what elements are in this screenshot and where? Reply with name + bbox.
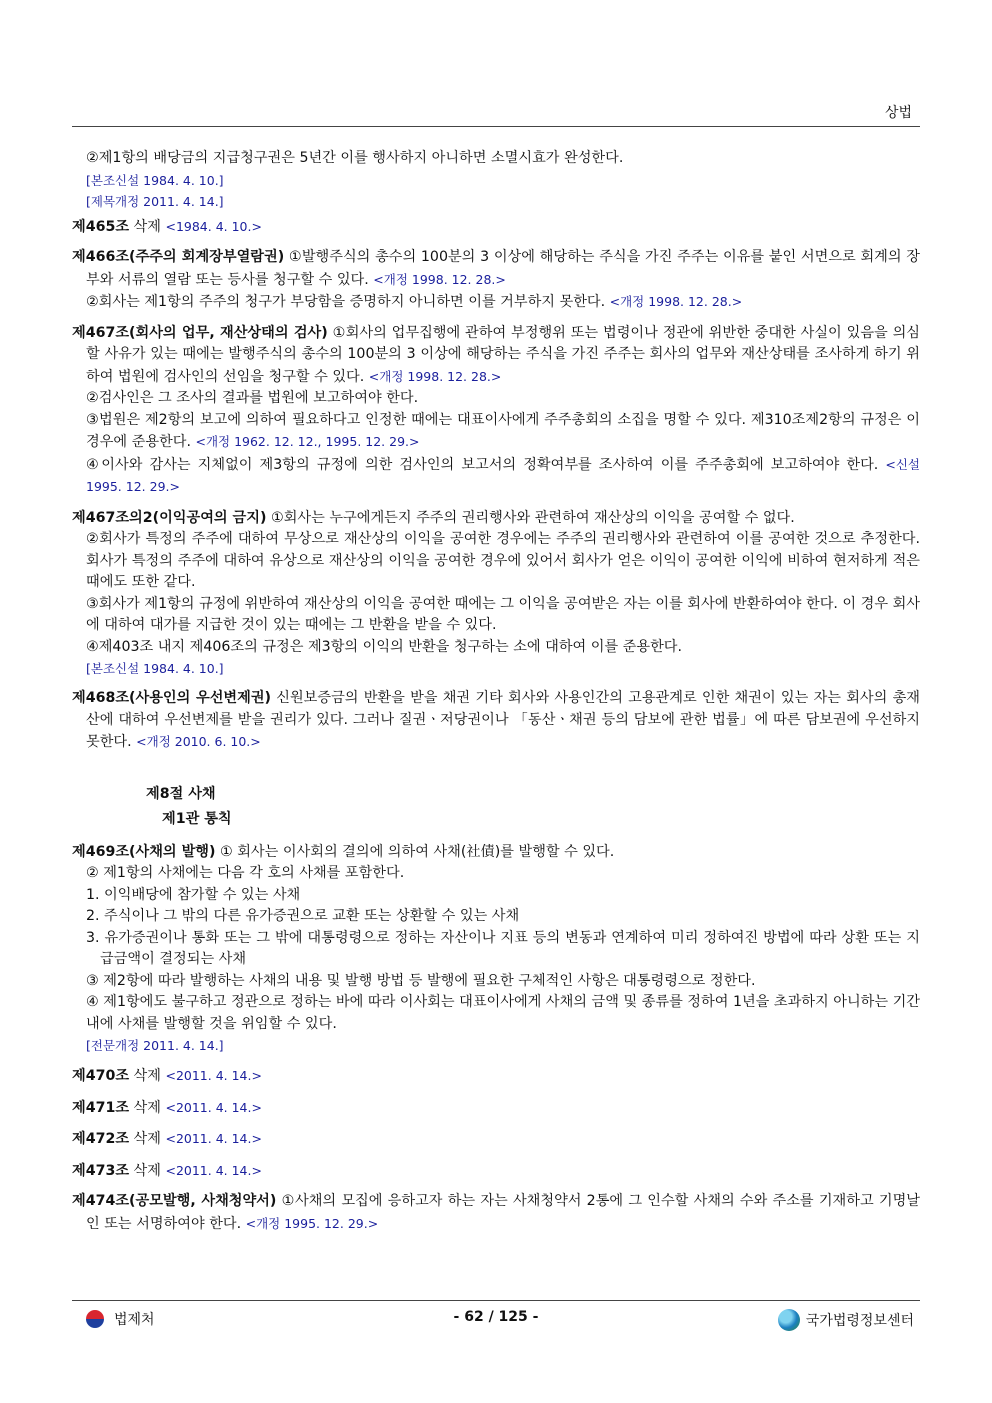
list-item-text: 3. 유가증권이나 통화 또는 그 밖에 대통령령으로 정하는 자산이나 지표 등의 변동과 연계하여 미리 정하여진 방법에 따라 상환 또는 지급금액이 결정되는 사채 — [86, 929, 920, 967]
article-title: (사채의 발행) — [129, 843, 216, 860]
article-number: 제469조 — [72, 843, 130, 860]
paragraph — [72, 637, 920, 659]
paragraph-text: ③법원은 제2항의 보고에 의하여 필요하다고 인정한 때에는 대표이사에게 주주총회의 소집을 명할 수 있다. 제310조제2항의 규정은 이 경우에 준용한다. — [86, 411, 920, 450]
paragraph — [72, 388, 920, 410]
paragraph — [72, 885, 920, 907]
paragraph-text: 2. 주식이나 그 밖의 다른 유가증권으로 교환 또는 상환할 수 있는 사채 — [86, 908, 520, 924]
article — [72, 247, 920, 291]
paragraph-text: ③회사가 제1항의 규정에 위반하여 재산상의 이익을 공여한 때에는 그 이익을 공여받은 자는 이를 회사에 반환하여야 한다. 이 경우 회사에 대하여 대가를 지급한 것이 있는 때에는 그 반환을 받을 수 있다. — [86, 595, 920, 633]
amendment-note: <2011. 4. 14.> — [165, 1068, 262, 1083]
paragraph-text: ②검사인은 그 조사의 결과를 법원에 보고하여야 한다. — [86, 390, 419, 406]
amendment-note: <2011. 4. 14.> — [165, 1099, 262, 1115]
amendment-note: <개정 1995. 12. 29.> — [245, 1215, 379, 1231]
article — [72, 1128, 920, 1151]
footer-right — [778, 1309, 914, 1331]
article-number: 제474조 — [72, 1193, 130, 1209]
page-footer — [72, 1300, 920, 1337]
paragraph-text: 1. 이익배당에 참가할 수 있는 사채 — [86, 886, 301, 903]
section-heading — [72, 782, 920, 806]
paragraph — [72, 291, 920, 314]
paragraph — [72, 454, 920, 499]
amendment-note: <2011. 4. 14.> — [165, 1131, 262, 1146]
section-heading-text: 제8절 사채 — [146, 785, 216, 802]
amendment-note: <개정 1998. 12. 28.> — [609, 294, 743, 309]
law-center-logo-icon — [778, 1309, 800, 1331]
article-text: 삭제 — [129, 1131, 166, 1147]
paragraph-text: ④ 제1항에도 불구하고 정관으로 정하는 바에 따라 이사회는 대표이사에게 사채의 금액 및 종류를 정하여 1년을 초과하지 아니하는 기간 내에 사채를 발행할 것을 위임할 수 있다. — [86, 994, 920, 1032]
amendment-note: <개정 1998. 12. 28.> — [373, 271, 506, 287]
article-number: 제472조 — [72, 1131, 130, 1147]
document-body — [72, 148, 920, 1235]
paragraph-text: ④이사와 감사는 지체없이 제3항의 규정에 의한 검사인의 보고서의 정확여부를 조사하여 이를 주주총회에 보고하여야 한다. — [86, 456, 886, 473]
article-text: 삭제 — [129, 1162, 166, 1179]
paragraph — [72, 410, 920, 454]
article-number: 제468조 — [72, 690, 130, 706]
article-title: (사용인의 우선변제권) — [129, 690, 272, 706]
article — [72, 323, 920, 389]
paragraph — [72, 148, 920, 170]
amendment-note: <개정 1998. 12. 28.> — [368, 368, 502, 384]
subsection-heading — [72, 806, 920, 833]
amendment-note: <1984. 4. 10.> — [165, 218, 262, 234]
paragraph — [72, 594, 920, 637]
history-note-text: [제목개정 2011. 4. 14.] — [86, 193, 224, 209]
law-name: 상법 — [884, 105, 912, 121]
paragraph — [72, 906, 920, 928]
article — [72, 1065, 920, 1088]
paragraph-text: ②제1항의 배당금의 지급청구권은 5년간 이를 행사하지 아니하면 소멸시효가 완성한다. — [86, 150, 624, 166]
page-number: - 62 / 125 - — [453, 1309, 539, 1325]
history-note — [72, 170, 920, 191]
history-note — [72, 658, 920, 679]
article-number: 제473조 — [72, 1162, 130, 1179]
history-note — [72, 191, 920, 212]
article — [72, 842, 920, 864]
footer-right-label: 국가법령정보센터 — [805, 1313, 914, 1329]
article-number: 제466조 — [72, 249, 130, 265]
subsection-heading-text: 제1관 통칙 — [162, 810, 232, 827]
paragraph — [72, 529, 920, 594]
history-note — [72, 1035, 920, 1056]
paragraph — [72, 971, 920, 993]
amendment-note: <신설 1995. 12. 29.> — [86, 456, 920, 494]
article-text: ① 회사는 이사회의 결의에 의하여 사채(社債)를 발행할 수 있다. — [215, 843, 615, 860]
paragraph-text: ③ 제2항에 따라 발행하는 사채의 내용 및 발행 방법 등 발행에 필요한 구체적인 사항은 대통령령으로 정한다. — [86, 972, 756, 989]
history-note-text: [전문개정 2011. 4. 14.] — [86, 1038, 224, 1053]
article — [72, 216, 920, 239]
paragraph-text: ②회사는 제1항의 주주의 청구가 부당함을 증명하지 아니하면 이를 거부하지 못한다. — [86, 294, 610, 310]
article-number: 제467조 — [72, 324, 130, 341]
article — [72, 1191, 920, 1235]
page-header — [72, 100, 920, 127]
article-title: (주주의 회계장부열람권) — [129, 249, 285, 265]
amendment-note: <2011. 4. 14.> — [165, 1162, 262, 1178]
footer-left-label: 법제처 — [114, 1312, 155, 1328]
article-text: 신원보증금의 반환을 받을 채권 기타 회사와 사용인간의 고용관계로 인한 채권이 있는 자는 회사의 총재산에 대하여 우선변제를 받을 권리가 있다. 그러나 질권ㆍ저당권이나 「동산ㆍ채권 등의 담보에 관한 법률」에 따른 담보권에 우선하지 못한다. — [86, 690, 920, 750]
article-title: (공모발행, 사채청약서) — [129, 1193, 277, 1209]
history-note-text: [본조신설 1984. 4. 10.] — [86, 172, 224, 188]
article-text: 삭제 — [129, 218, 166, 235]
article — [72, 1160, 920, 1183]
paragraph-text: ②회사가 특정의 주주에 대하여 무상으로 재산상의 이익을 공여한 경우에는 주주의 권리행사와 관련하여 이를 공여한 것으로 추정한다. 회사가 특정의 주주에 대하여 유상으로 재산상의 이익을 공여한 경우에 있어서 회사가 얻은 이익이 공여한 이익에 비하여 현저하게 적은 때에도 또한 같다. — [86, 531, 920, 590]
amendment-note: <개정 1962. 12. 12., 1995. 12. 29.> — [195, 434, 420, 449]
history-note-text: [본조신설 1984. 4. 10.] — [86, 661, 224, 676]
paragraph-text: ② 제1항의 사채에는 다음 각 호의 사채를 포함한다. — [86, 865, 405, 881]
article-number: 제471조 — [72, 1099, 130, 1116]
article — [72, 508, 920, 530]
article-text: ①회사는 누구에게든지 주주의 권리행사와 관련하여 재산상의 이익을 공여할 수 없다. — [266, 509, 795, 526]
paragraph-text: ④제403조 내지 제406조의 규정은 제3항의 이익의 반환을 청구하는 소에 대하여 이를 준용한다. — [86, 638, 682, 655]
paragraph — [72, 863, 920, 885]
list-item — [72, 928, 920, 971]
article-title: (이익공여의 금지) — [152, 509, 267, 526]
article — [72, 1097, 920, 1120]
article — [72, 688, 920, 754]
article-number: 제470조 — [72, 1068, 130, 1084]
article-text: ①회사의 업무집행에 관하여 부정행위 또는 법령이나 정관에 위반한 중대한 사실이 있음을 의심할 사유가 있는 때에는 발행주식의 총수의 100분의 3 이상에 해당하는 주식을 가진 주주는 회사의 업무와 재산상태를 조사하게 하기 위하여 법원에 검사인의 선임을 청구할 수 있다. — [86, 324, 921, 385]
article-text: 삭제 — [129, 1099, 166, 1116]
paragraph — [72, 992, 920, 1035]
article-title: (회사의 업무, 재산상태의 검사) — [129, 324, 328, 341]
article-number: 제467조의2 — [72, 509, 153, 526]
amendment-note: <개정 2010. 6. 10.> — [136, 734, 261, 749]
article-text: 삭제 — [129, 1068, 166, 1084]
article-text: ①발행주식의 총수의 100분의 3 이상에 해당하는 주식을 가진 주주는 이유를 붙인 서면으로 회계의 장부와 서류의 열람 또는 등사를 청구할 수 있다. — [86, 249, 920, 288]
article-number: 제465조 — [72, 218, 130, 235]
article-text: ①사채의 모집에 응하고자 하는 자는 사채청약서 2통에 그 인수할 사채의 수와 주소를 기재하고 기명날인 또는 서명하여야 한다. — [86, 1193, 920, 1232]
